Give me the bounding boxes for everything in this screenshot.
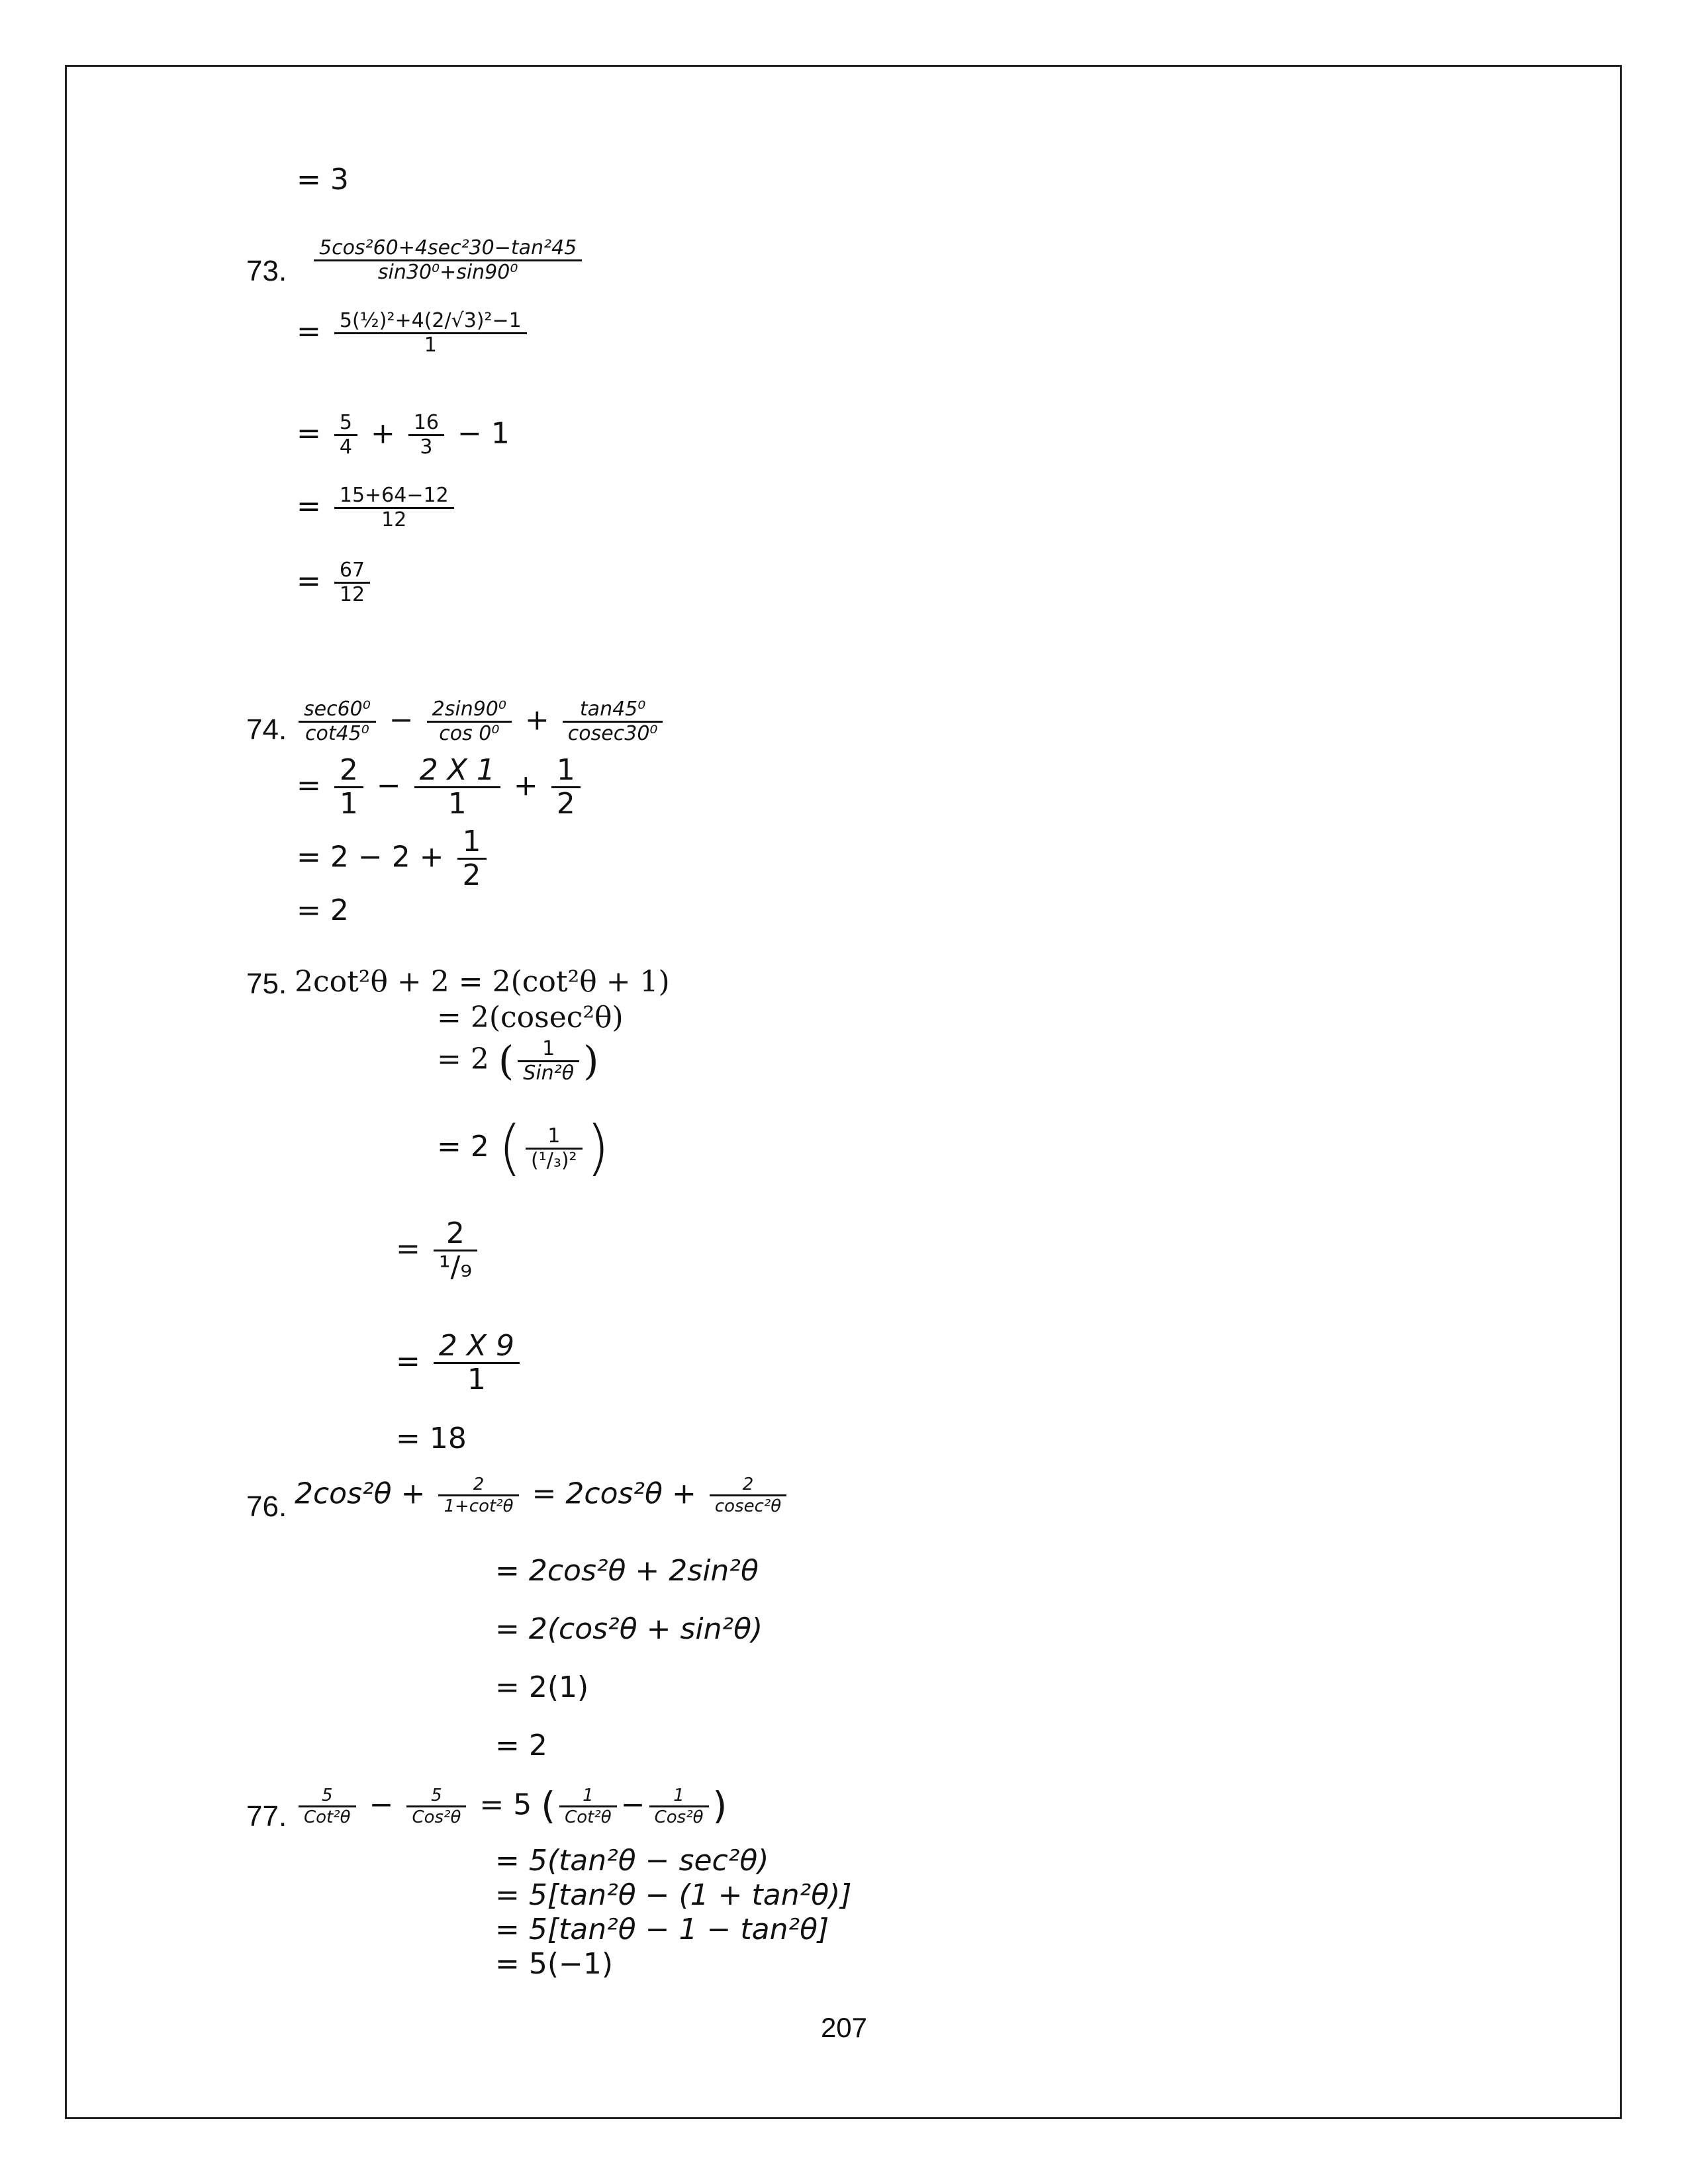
q76-line-1 <box>295 1475 790 1516</box>
fraction-numerator: 15+64−12 <box>334 484 454 509</box>
equals-sign: = <box>396 1232 420 1266</box>
fraction-denominator: 3 <box>420 435 433 459</box>
fraction-denominator: Cot²θ <box>304 1807 351 1827</box>
fraction-denominator: ¹/₉ <box>438 1250 472 1284</box>
equals-sign: = <box>297 314 321 349</box>
q75-line-3 <box>437 1038 598 1085</box>
fraction-numerator: 1 <box>649 1786 709 1807</box>
q75-line-7: = 18 <box>396 1422 467 1455</box>
q75-line-6 <box>396 1330 524 1396</box>
equals-sign: = <box>297 489 321 523</box>
fraction-denominator: Sin²θ <box>523 1062 575 1085</box>
question-77-number: 77. <box>246 1800 287 1833</box>
previous-result: = 3 <box>297 163 349 197</box>
fraction-denominator: Cot²θ <box>565 1807 612 1827</box>
q73-step-4 <box>297 559 374 606</box>
step-text: = 2 − 2 + <box>297 840 444 874</box>
fraction-numerator: 5 <box>406 1786 466 1807</box>
plus-sign: + <box>513 768 538 803</box>
right-paren: ) <box>712 1784 727 1828</box>
q76-line-4: = 2(1) <box>495 1670 589 1704</box>
q76-line-2: = 2cos²θ + 2sin²θ <box>495 1554 759 1588</box>
q77-line-3: = 5[tan²θ − (1 + tan²θ)] <box>495 1878 852 1912</box>
page-number: 207 <box>820 2012 868 2043</box>
fraction-denominator: 2 <box>462 858 481 892</box>
q73-denominator: sin30⁰+sin90⁰ <box>377 261 518 284</box>
fraction-denominator: 1 <box>339 787 358 821</box>
fraction-denominator: cosec²θ <box>714 1496 782 1516</box>
minus-sign: − <box>389 703 414 737</box>
fraction-numerator: tan45⁰ <box>563 698 663 723</box>
fraction-denominator: 1 <box>467 1363 486 1396</box>
q74-expression <box>295 698 667 745</box>
minus-sign: − <box>376 768 401 803</box>
fraction-denominator: 12 <box>381 508 407 531</box>
fraction-numerator: 2 <box>710 1475 786 1496</box>
equals-sign: = <box>396 1344 420 1379</box>
q73-step-3 <box>297 484 458 531</box>
q77-line-2: = 5(tan²θ − sec²θ) <box>495 1844 769 1878</box>
step-prefix: = 2 <box>437 1042 489 1076</box>
plus-sign: + <box>370 416 395 451</box>
q73-step1-denominator: 1 <box>424 334 437 357</box>
minus-sign: − <box>620 1788 645 1822</box>
step-prefix: = 2 <box>437 1130 489 1163</box>
q75-line-4 <box>437 1113 610 1183</box>
fraction-denominator: cot45⁰ <box>305 722 369 745</box>
plus-sign: + <box>524 703 549 737</box>
fraction-numerator: 16 <box>408 412 444 436</box>
equals-sign: = <box>297 564 321 598</box>
fraction-denominator: 2 <box>556 787 575 821</box>
q73-step-2 <box>297 412 510 459</box>
fraction-numerator: 2 X 1 <box>414 754 500 788</box>
q74-step-3: = 2 <box>297 893 349 927</box>
fraction-numerator: 1 <box>526 1125 583 1150</box>
fraction-numerator: 2sin90⁰ <box>427 698 512 723</box>
rhs-term: 2cos²θ + <box>565 1477 696 1511</box>
q75-line-5 <box>396 1218 481 1283</box>
fraction-denominator: Cos²θ <box>654 1807 704 1827</box>
question-75-number: 75. <box>246 968 287 1000</box>
left-paren: ( <box>498 1038 514 1085</box>
fraction-denominator: 4 <box>339 435 352 459</box>
fraction-numerator: 1 <box>559 1786 617 1807</box>
left-paren: ( <box>541 1784 556 1828</box>
fraction-denominator: Cos²θ <box>412 1807 461 1827</box>
q77-line-1 <box>295 1786 727 1827</box>
q77-line-4: = 5[tan²θ − 1 − tan²θ] <box>495 1913 829 1946</box>
lhs-term: 2cos²θ + <box>295 1477 426 1511</box>
fraction-numerator: 5 <box>299 1786 356 1807</box>
q73-numerator: 5cos²60+4sec²30−tan²45 <box>314 237 582 261</box>
fraction-denominator: 1 <box>447 787 467 821</box>
equals-sign: = <box>532 1477 557 1511</box>
equals-five: = 5 <box>479 1788 532 1822</box>
q75-line-1: 2cot²θ + 2 = 2(cot²θ + 1) <box>295 965 670 999</box>
question-74-number: 74. <box>246 713 287 746</box>
fraction-numerator: 67 <box>334 559 370 584</box>
right-paren: ) <box>586 1113 610 1183</box>
q74-step-1 <box>297 754 585 820</box>
fraction-denominator: (¹/₃)² <box>530 1148 577 1172</box>
fraction-denominator: cosec30⁰ <box>567 722 658 745</box>
question-73-number: 73. <box>246 255 287 287</box>
fraction-numerator: 1 <box>518 1038 579 1062</box>
q74-step-2 <box>297 826 491 891</box>
fraction-numerator: 1 <box>457 826 487 860</box>
q73-expression <box>310 237 586 284</box>
fraction-numerator: 2 X 9 <box>434 1330 520 1364</box>
fraction-numerator: sec60⁰ <box>299 698 376 723</box>
q76-line-3: = 2(cos²θ + sin²θ) <box>495 1612 763 1646</box>
fraction-numerator: 2 <box>438 1475 518 1496</box>
fraction-denominator: cos 0⁰ <box>439 722 500 745</box>
fraction-numerator: 1 <box>551 754 581 788</box>
q73-step1-numerator: 5(½)²+4(2/√3)²−1 <box>334 310 527 334</box>
fraction-denominator: 1+cot²θ <box>444 1496 514 1516</box>
q77-line-5: = 5(−1) <box>495 1947 614 1981</box>
question-76-number: 76. <box>246 1490 287 1523</box>
fraction-numerator: 2 <box>334 754 363 788</box>
minus-sign: − <box>369 1788 394 1822</box>
fraction-denominator: 12 <box>339 583 365 606</box>
q73-step-1 <box>297 310 531 357</box>
right-paren: ) <box>583 1038 599 1085</box>
fraction-numerator: 2 <box>434 1218 477 1251</box>
left-paren: ( <box>498 1113 522 1183</box>
equals-sign: = <box>297 416 321 451</box>
q75-line-2: = 2(cosec²θ) <box>437 1001 624 1034</box>
q76-line-5: = 2 <box>495 1729 547 1762</box>
equals-sign: = <box>297 768 321 803</box>
fraction-numerator: 5 <box>334 412 357 436</box>
minus-one: − 1 <box>457 416 510 451</box>
